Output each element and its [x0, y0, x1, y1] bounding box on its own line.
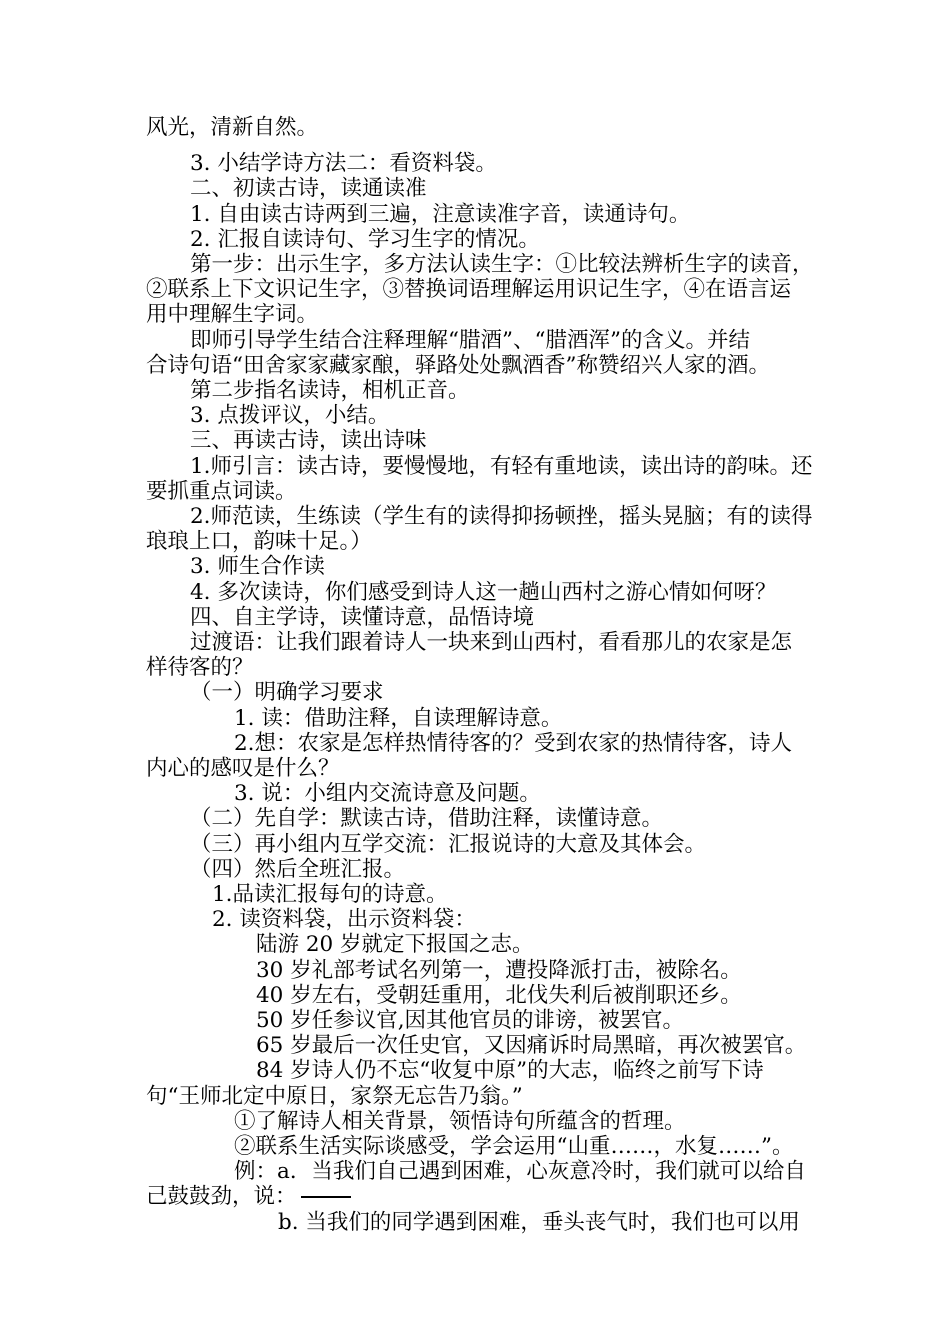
text-line: 句“王师北定中原日，家祭无忘告乃翁。”	[146, 1084, 523, 1109]
text-line: 琅琅上口，韵味十足。）	[146, 529, 372, 554]
text-line: （三）再小组内互学交流：汇报说诗的大意及其体会。	[190, 832, 707, 857]
text-line: 第一步：出示生字，多方法认读生字：①比较法辨析生字的读音，	[190, 252, 814, 277]
text-line: 65 岁最后一次任史官，又因痛诉时局黑暗，再次被罢官。	[256, 1033, 807, 1058]
fill-in-blank	[301, 1196, 351, 1198]
text-line: ②联系上下文识记生字，③替换词语理解运用识记生字，④在语言运	[146, 277, 792, 302]
text-line: 2.师范读，生练读（学生有的读得抑扬顿挫，摇头晃脑；有的读得	[190, 504, 813, 529]
text-line: 3. 说：小组内交流诗意及问题。	[234, 781, 541, 806]
text-line: 2. 汇报自读诗句、学习生字的情况。	[190, 227, 540, 252]
text-line: ①了解诗人相关背景，领悟诗句所蕴含的哲理。	[234, 1109, 686, 1134]
text-line: 己鼓鼓劲，说：	[146, 1184, 297, 1209]
text-line: 1. 自由读古诗两到三遍，注意读准字音，读通诗句。	[190, 202, 691, 227]
text-line: 二、初读古诗，读通读准	[190, 176, 427, 201]
text-line: （二）先自学：默读古诗，借助注释，读懂诗意。	[190, 806, 664, 831]
text-line: 样待客的？	[146, 655, 254, 680]
text-line: 四、自主学诗，读懂诗意，品悟诗境	[190, 605, 535, 630]
text-line: 过渡语：让我们跟着诗人一块来到山西村，看看那儿的农家是怎	[190, 630, 793, 655]
text-line: 风光，清新自然。	[146, 115, 319, 140]
text-line: 内心的感叹是什么？	[146, 756, 340, 781]
text-line: 50 岁任参议官,因其他官员的诽谤，被罢官。	[256, 1008, 685, 1033]
text-line: 4. 多次读诗，你们感受到诗人这一趟山西村之游心情如何呀？	[190, 580, 777, 605]
text-line: 3. 点拨评议，小结。	[190, 403, 390, 428]
text-line: 三、再读古诗，读出诗味	[190, 428, 427, 453]
text-line: （四）然后全班汇报。	[190, 857, 406, 882]
text-line: 84 岁诗人仍不忘“收复中原”的大志，临终之前写下诗	[256, 1058, 764, 1083]
text-line: 例：a．当我们自己遇到困难，心灰意冷时，我们就可以给自	[234, 1159, 806, 1184]
text-line: ②联系生活实际谈感受，学会运用“山重……，水复……”。	[234, 1134, 794, 1159]
text-line: （一）明确学习要求	[190, 680, 384, 705]
text-line: 2. 读资料袋，出示资料袋：	[212, 907, 476, 932]
text-line: 30 岁礼部考试名列第一，遭投降派打击，被除名。	[256, 958, 742, 983]
text-line: 用中理解生字词。	[146, 302, 319, 327]
text-line: 陆游 20 岁就定下报国之志。	[256, 932, 534, 957]
text-line: 要抓重点词读。	[146, 479, 297, 504]
text-line: 40 岁左右，受朝廷重用，北伐失利后被削职还乡。	[256, 983, 742, 1008]
text-line: 1.师引言：读古诗，要慢慢地，有轻有重地读，读出诗的韵味。还	[190, 454, 813, 479]
text-line: 3. 师生合作读	[190, 554, 325, 579]
text-line: b. 当我们的同学遇到困难，垂头丧气时，我们也可以用	[278, 1210, 800, 1235]
text-line: 1.品读汇报每句的诗意。	[212, 882, 448, 907]
text-line-with-blank	[146, 1184, 351, 1210]
text-line: 第二步指名读诗，相机正音。	[190, 378, 470, 403]
text-line: 3. 小结学诗方法二：看资料袋。	[190, 151, 497, 176]
text-line: 2.想：农家是怎样热情待客的？受到农家的热情待客，诗人	[234, 731, 793, 756]
text-line: 即师引导学生结合注释理解“腊酒”、“腊酒浑”的含义。并结	[190, 328, 750, 353]
text-line: 合诗句语“田舍家家藏家酿，驿路处处飘酒香”称赞绍兴人家的酒。	[146, 353, 770, 378]
text-line: 1. 读：借助注释，自读理解诗意。	[234, 706, 563, 731]
